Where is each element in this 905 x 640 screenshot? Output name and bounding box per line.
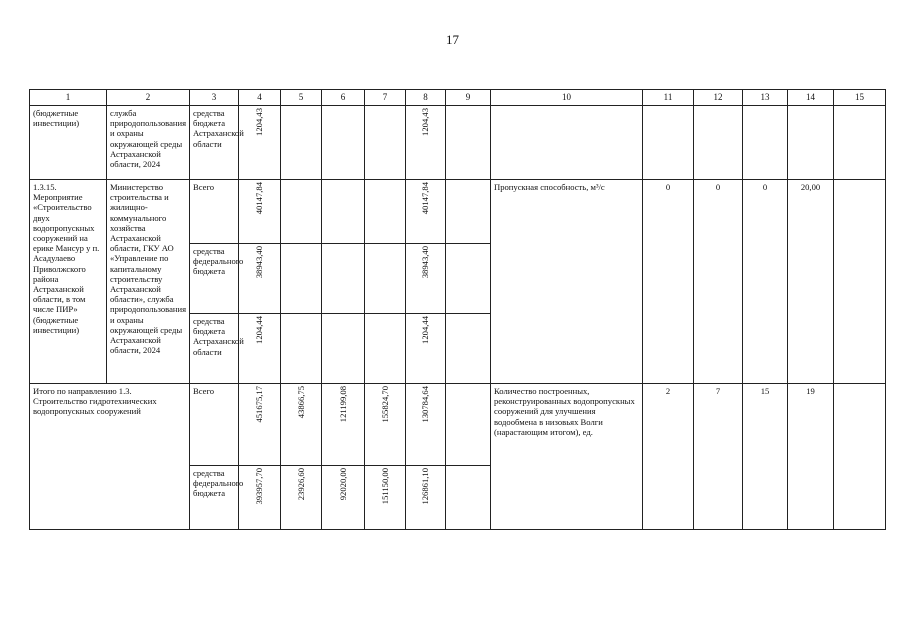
amount-cell [239,106,281,180]
indicator-value-cell [834,180,886,384]
indicator-value-cell: 20,00 [788,180,834,384]
header-cell: 4 [239,90,281,106]
header-cell: 15 [834,90,886,106]
amount-value: 151150,00 [379,468,390,505]
amount-value: 126861,10 [420,468,431,505]
source-cell: средства бюджета Астраханской области [190,106,239,180]
amount-cell [239,466,281,530]
header-cell: 1 [30,90,107,106]
amount-cell [322,244,365,314]
amount-cell [365,466,406,530]
indicator-value-cell [643,106,694,180]
indicator-value-cell: 15 [743,384,788,530]
source-cell: Всего [190,384,239,466]
amount-value: 130784,64 [420,386,431,423]
indicator-cell: Пропускная способность, м³/с [491,180,643,384]
amount-value: 1204,44 [420,316,431,344]
activity-cell: 1.3.15. Мероприятие «Строительство двух водопропускных сооружений на ерике Мансур у п. Асадулаево Приволжского района Астраханской области, в том числе ПИР» (бюджетные инвестиции) [30,180,107,384]
indicator-value-cell: 0 [643,180,694,384]
header-cell: 8 [406,90,446,106]
amount-cell [322,314,365,384]
indicator-value-cell [788,106,834,180]
amount-value: 1204,43 [254,108,265,136]
indicator-value-cell: 19 [788,384,834,530]
amount-cell [281,106,322,180]
source-cell: средства федерального бюджета [190,466,239,530]
header-cell: 7 [365,90,406,106]
header-cell: 14 [788,90,834,106]
amount-cell [239,314,281,384]
table-row [30,384,886,466]
activity-cell: (бюджетные инвестиции) [30,106,107,180]
amount-cell [365,106,406,180]
amount-value: 1204,44 [254,316,265,344]
header-cell: 12 [694,90,743,106]
page-number: 17 [446,32,459,47]
table-row [30,106,886,180]
amount-cell [446,314,491,384]
amount-cell [365,180,406,244]
amount-value: 40147,84 [254,182,265,215]
indicator-value-cell: 7 [694,384,743,530]
indicator-value-cell: 0 [694,180,743,384]
amount-cell [322,384,365,466]
header-cell: 10 [491,90,643,106]
source-cell: средства федерального бюджета [190,244,239,314]
amount-cell [239,384,281,466]
amount-value: 43866,75 [295,386,306,419]
amount-cell [365,384,406,466]
amount-cell [281,180,322,244]
header-cell: 9 [446,90,491,106]
indicator-value-cell [694,106,743,180]
indicator-value-cell [743,106,788,180]
amount-value: 38943,40 [254,246,265,279]
amount-cell [365,314,406,384]
amount-value: 121199,08 [337,386,348,423]
indicator-value-cell: 2 [643,384,694,530]
amount-value: 40147,84 [420,182,431,215]
amount-value: 92020,00 [337,468,348,501]
amount-cell [406,180,446,244]
amount-cell [446,244,491,314]
amount-value: 155824,70 [379,386,390,423]
total-label-cell: Итого по направлению 1.3. Строительство гидротехнических водопропускных сооружений [30,384,190,530]
amount-cell [322,106,365,180]
amount-cell [446,466,491,530]
header-cell: 13 [743,90,788,106]
amount-cell [239,244,281,314]
amount-value: 451675,17 [254,386,265,423]
amount-cell [446,180,491,244]
indicator-value-cell [834,106,886,180]
amount-cell [281,466,322,530]
program-table [29,89,886,530]
amount-cell [406,314,446,384]
indicator-cell: Количество построенных, реконструированных водопропускных сооружений для улучшения водообмена в низовьях Волги (нарастающим итогом), ед. [491,384,643,530]
source-cell: средства бюджета Астраханской области [190,314,239,384]
header-cell: 3 [190,90,239,106]
amount-value: 23926,60 [295,468,306,501]
header-cell: 6 [322,90,365,106]
indicator-value-cell: 0 [743,180,788,384]
amount-cell [281,244,322,314]
amount-cell [406,244,446,314]
header-cell: 2 [107,90,190,106]
amount-cell [446,384,491,466]
amount-cell [322,466,365,530]
amount-cell [239,180,281,244]
table-row [30,180,886,244]
executor-cell: служба природопользования и охраны окружающей среды Астраханской области, 2024 [107,106,190,180]
indicator-cell [491,106,643,180]
amount-cell [281,314,322,384]
amount-value: 1204,43 [420,108,431,136]
amount-cell [406,106,446,180]
header-cell: 11 [643,90,694,106]
amount-cell [406,384,446,466]
amount-cell [322,180,365,244]
header-cell: 5 [281,90,322,106]
header-row [30,90,886,106]
amount-value: 38943,40 [420,246,431,279]
amount-cell [365,244,406,314]
amount-cell [406,466,446,530]
executor-cell: Министерство строительства и жилищно-коммунального хозяйства Астраханской области, ГКУ АО «Управление по капитальному строительству Астраханской области», служба природопользования и охраны окружающей среды Астраханской области, 2024 [107,180,190,384]
source-cell: Всего [190,180,239,244]
amount-cell [281,384,322,466]
amount-cell [446,106,491,180]
amount-value: 393957,70 [254,468,265,505]
indicator-value-cell [834,384,886,530]
